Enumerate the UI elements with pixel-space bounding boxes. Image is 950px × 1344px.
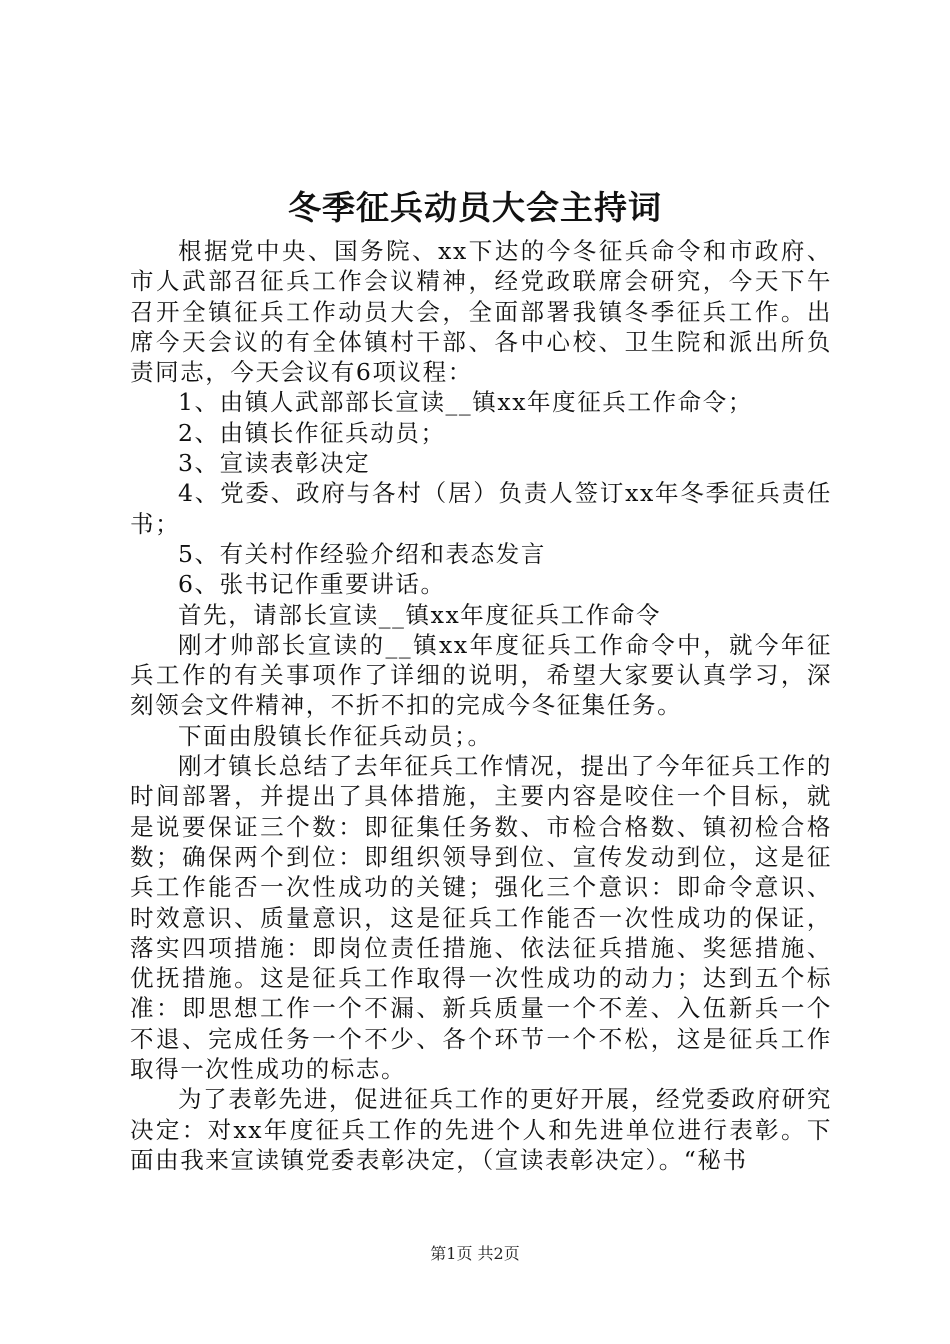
paragraph: 首先，请部长宣读__镇xx年度征兵工作命令 — [178, 600, 662, 629]
paragraph: 为了表彰先进，促进征兵工作的更好开展，经党委政府研究决定：对xx年度征兵工作的先进个人和先进单位进行表彰。下面由我来宣读镇党委表彰决定，（宣读表彰决定）。“秘书 — [130, 1085, 832, 1174]
agenda-item: 3、宣读表彰决定 — [178, 449, 371, 478]
paragraph: 刚才帅部长宣读的__镇xx年度征兵工作命令中，就今年征兵工作的有关事项作了详细的说明，希望大家要认真学习，深刻领会文件精神，不折不扣的完成今冬征集任务。 — [130, 630, 832, 720]
agenda-item: 4、党委、政府与各村（居）负责人签订xx年冬季征兵责任书； — [130, 479, 832, 538]
agenda-item: 6、张书记作重要讲话。 — [178, 570, 446, 599]
paragraph: 根据党中央、国务院、xx下达的今冬征兵命令和市政府、市人武部召征兵工作会议精神，经党政联席会研究，今天下午召开全镇征兵工作动员大会，全面部署我镇冬季征兵工作。出席今天会议的有全体镇村干部、各中心校、卫生院和派出所负责同志，今天会议有6项议程： — [130, 237, 832, 387]
agenda-item: 2、由镇长作征兵动员； — [178, 418, 446, 447]
document-body — [130, 236, 832, 1175]
document-title: 冬季征兵动员大会主持词 — [288, 188, 662, 227]
paragraph: 刚才镇长总结了去年征兵工作情况，提出了今年征兵工作的时间部署，并提出了具体措施，主要内容是咬住一个目标，就是说要保证三个数：即征集任务数、市检合格数、镇初检合格数；确保两个到位：即组织领导到位、宣传发动到位，这是征兵工作能否一次性成功的关键；强化三个意识：即命令意识、时效意识、质量意识，这是征兵工作能否一次性成功的保证，落实四项措施：即岗位责任措施、依法征兵措施、奖惩措施、优抚措施。这是征兵工作取得一次性成功的动力；达到五个标准：即思想工作一个不漏、新兵质量一个不差、入伍新兵一个不退、完成任务一个不少、各个环节一个不松，这是征兵工作取得一次性成功的标志。 — [130, 752, 832, 1084]
agenda-item: 5、有关村作经验介绍和表态发言 — [178, 539, 546, 568]
agenda-item: 1、由镇人武部部长宣读__镇xx年度征兵工作命令； — [178, 388, 753, 417]
page-number-footer: 第1页 共2页 — [430, 1244, 520, 1263]
paragraph: 下面由殷镇长作征兵动员；。 — [178, 721, 493, 750]
